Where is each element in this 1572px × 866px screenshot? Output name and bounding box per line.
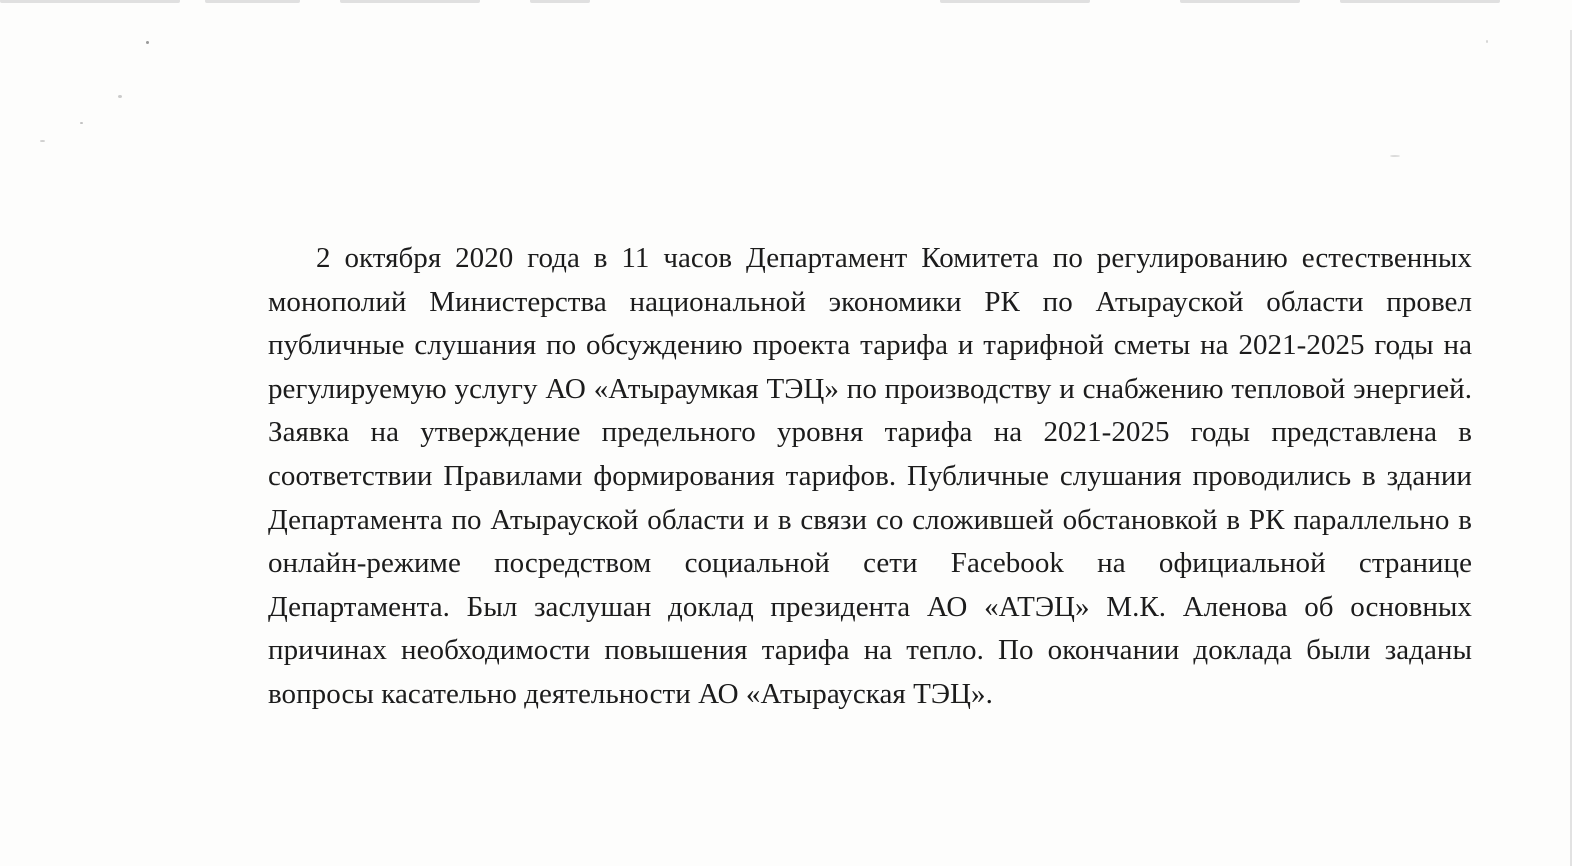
scan-top-edge-artifact xyxy=(0,0,1572,8)
scan-speck xyxy=(1486,40,1488,43)
scan-speck xyxy=(118,95,122,98)
scan-speck xyxy=(40,140,45,142)
scan-speck xyxy=(146,41,149,44)
scan-speck xyxy=(1390,155,1400,157)
scan-speck xyxy=(80,122,83,124)
document-body-paragraph: 2 октября 2020 года в 11 часов Департамент Комитета по регулированию естественных монополий Министерства национальной экономики РК по Атырауской области провел публичные слушания по обсуждению проекта тарифа и тарифной сметы на 2021-2025 годы на регулируемую услугу АО «Атыраумкая ТЭЦ» по производству и снабжению тепловой энергией. Заявка на утверждение предельного уровня тарифа на 2021-2025 годы представлена в соответствии Правилами формирования тарифов. Публичные слушания проводились в здании Департамента по Атырауской области и в связи со сложившей обстановкой в РК параллельно в онлайн-режиме посредством социальной сети Facebook на официальной странице Департамента. Был заслушан доклад президента АО «АТЭЦ» М.К. Аленова об основных причинах необходимости повышения тарифа на тепло. По окончании доклада были заданы вопросы касательно деятельности АО «Атырауская ТЭЦ». xyxy=(268,242,1472,710)
